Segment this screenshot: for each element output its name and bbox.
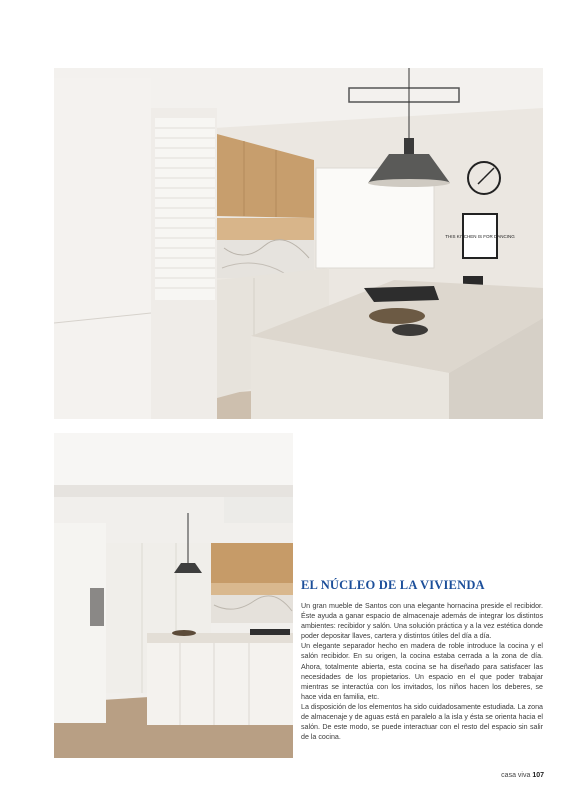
magazine-name: casa viva	[501, 772, 531, 779]
article-headline: EL NÚCLEO DE LA VIVIENDA	[301, 578, 485, 592]
poster-text: THIS KITCHEN IS FOR DANCING	[445, 234, 515, 239]
article-paragraph-3: La disposición de los elementos ha sido cuidadosamente estudiada. La zona de almacenaje y de aguas está en paralelo a la isla y ésta se orienta hacia el salón. De este modo, se puede interactuar con el resto del espacio sin salir de la cocina.	[301, 702, 543, 742]
article-body	[301, 601, 543, 742]
article-paragraph-1: Un gran mueble de Santos con una elegante hornacina preside el recibidor. Éste ayuda a ganar espacio de almacenaje además de integrar los distintos ambientes: recibidor y salón. Una solución práctica y a la vez estética donde poder depositar llaves, cartera y distintos útiles del día a día.	[301, 602, 543, 641]
article-paragraph-2: Un elegante separador hecho en madera de roble introduce la cocina y el salón recibidor. En su origen, la cocina estaba cerrada a la zona de día. Ahora, totalmente abierta, esta cocina se ha diseñado para satisfacer las necesidades de los propietarios. Un espacio en el que poder trabajar mientras se interactúa con los invitados, los niños hacen los deberes, se hace vida en familia, etc.	[301, 642, 543, 701]
page-footer	[501, 772, 544, 779]
page-number: 107	[532, 772, 544, 779]
kitchen-photo-secondary	[54, 433, 293, 758]
article-section	[301, 578, 543, 742]
kitchen-photo-main	[54, 68, 543, 419]
